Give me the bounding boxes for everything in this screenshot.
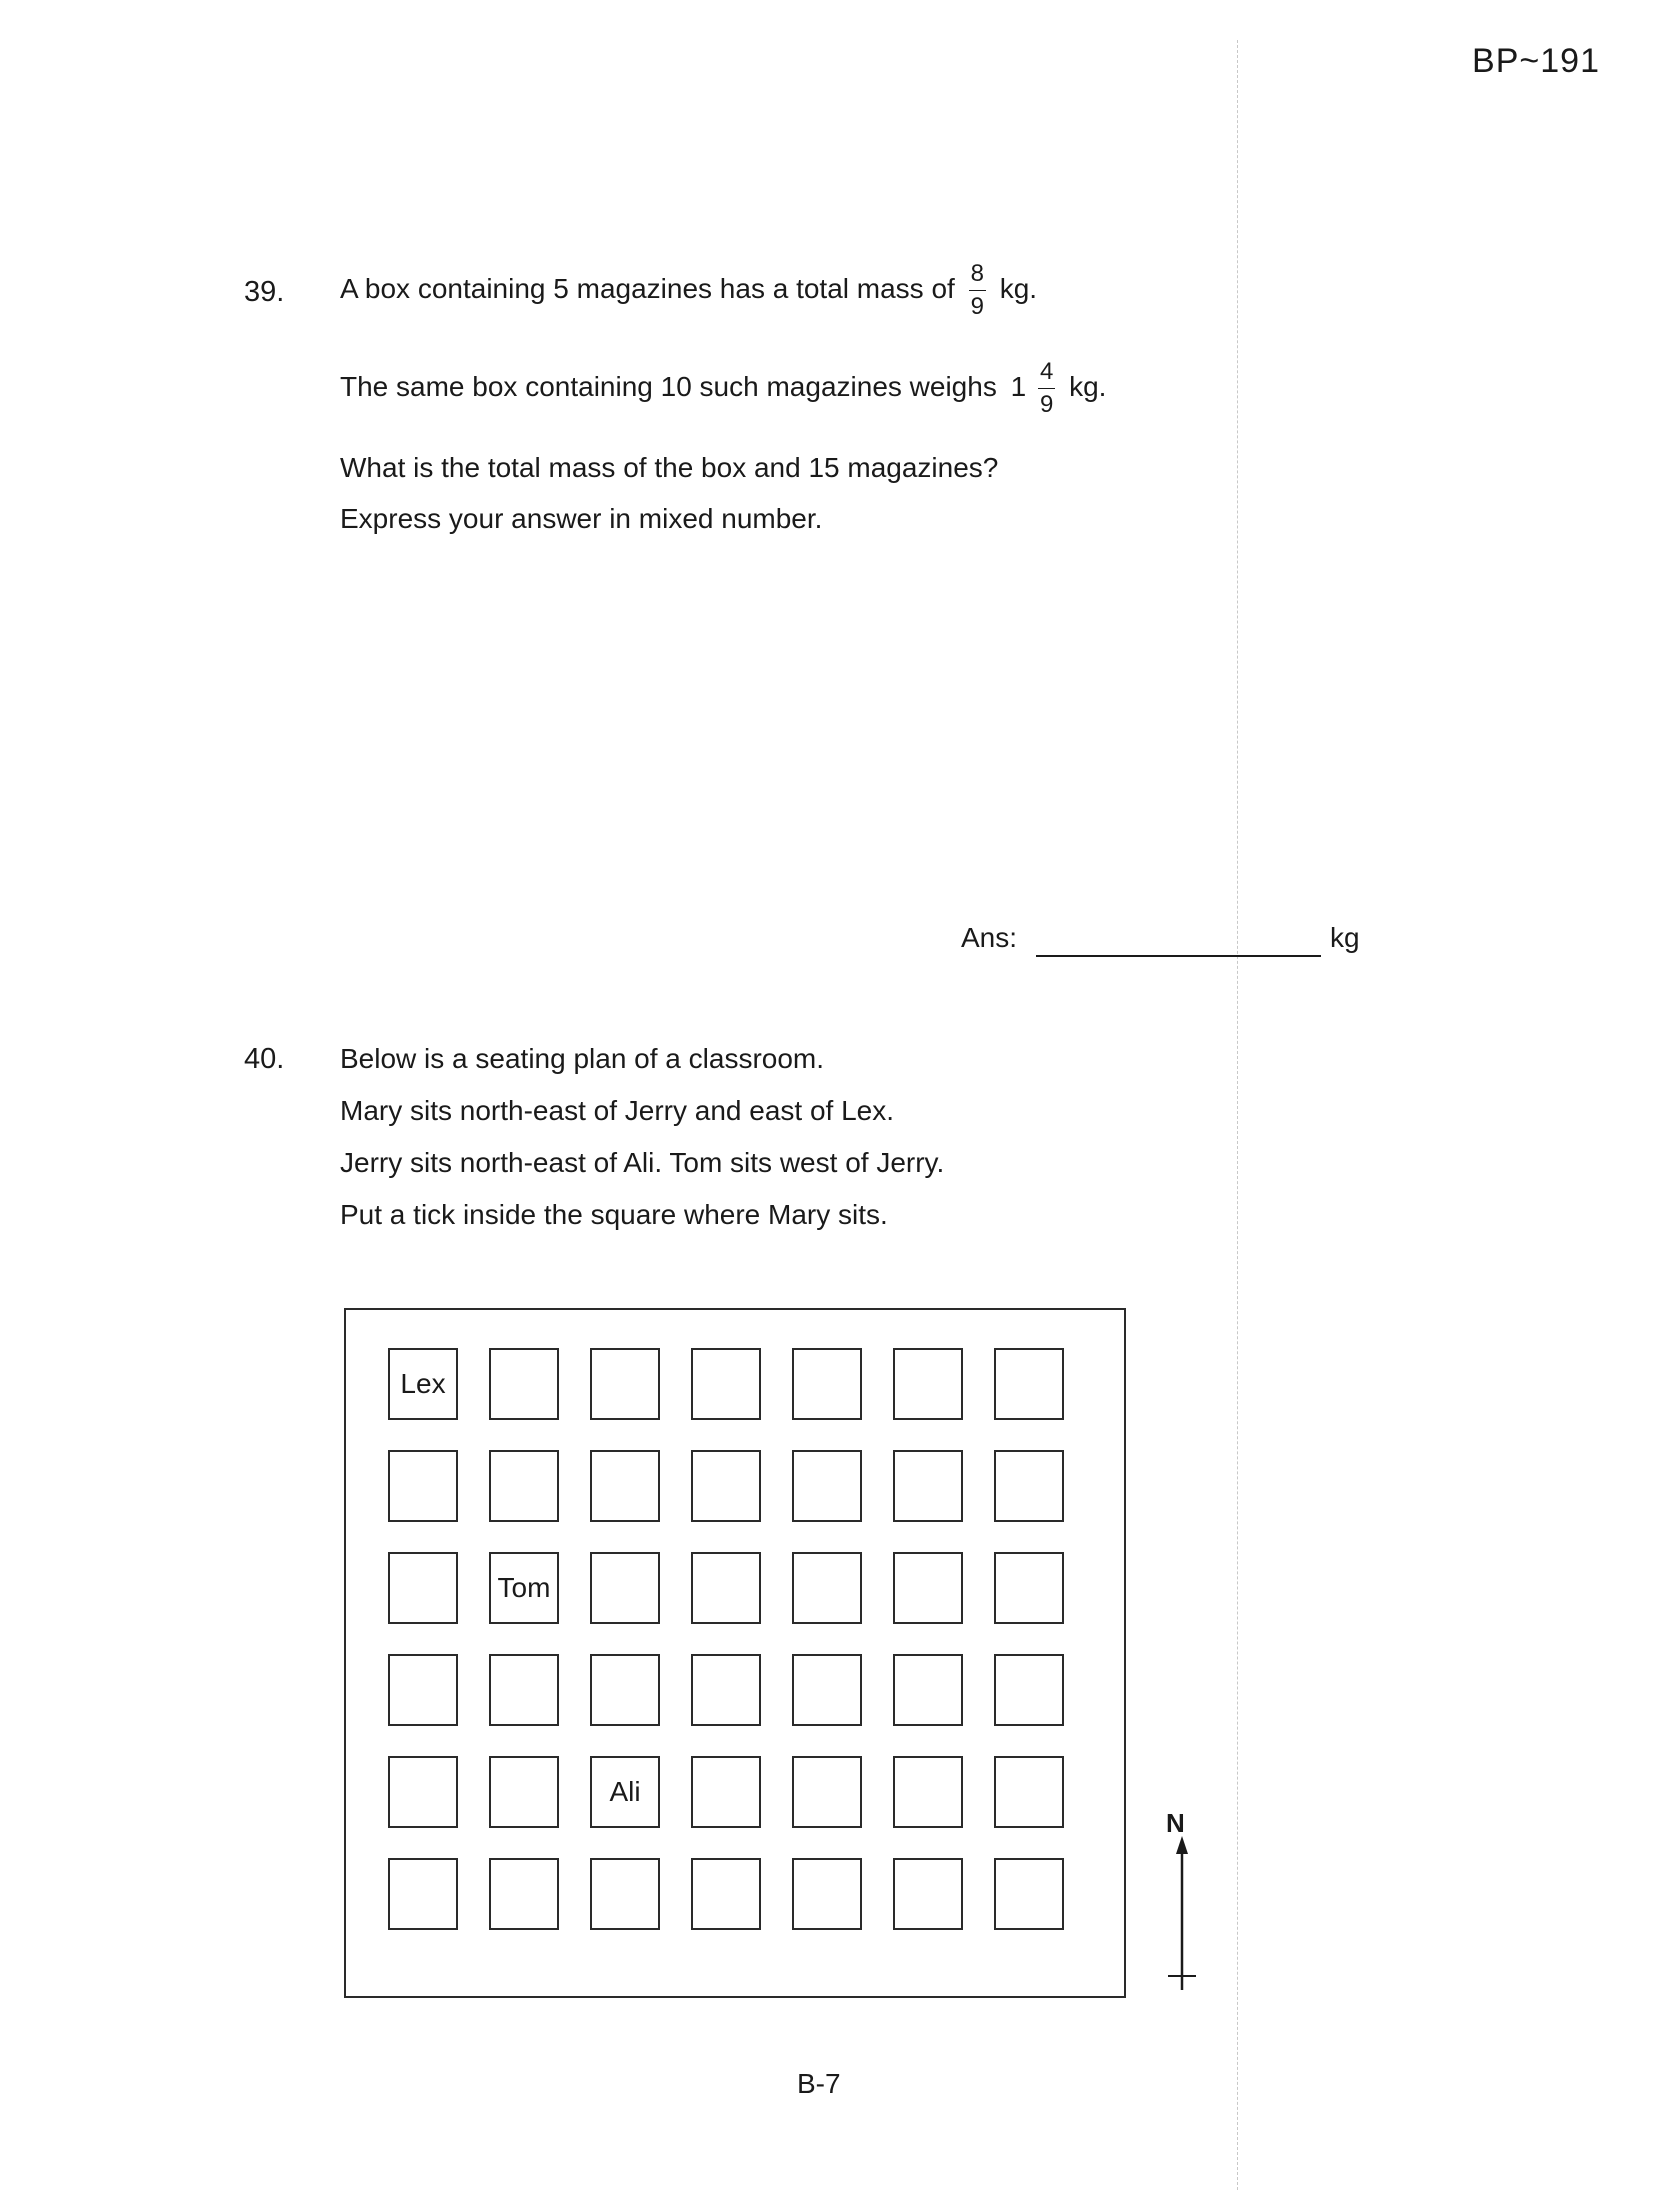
seat[interactable] — [388, 1858, 458, 1930]
paper-code: BP~191 — [1472, 42, 1600, 80]
question-40-line-4: Put a tick inside the square where Mary sits. — [340, 1199, 888, 1230]
answer-label: Ans: — [961, 922, 1018, 953]
seat[interactable] — [691, 1858, 761, 1930]
seat[interactable] — [590, 1348, 660, 1420]
seat-label: Lex — [400, 1368, 446, 1399]
seat[interactable] — [792, 1348, 862, 1420]
seat[interactable] — [691, 1756, 761, 1828]
seat[interactable] — [691, 1552, 761, 1624]
seat[interactable] — [691, 1654, 761, 1726]
question-39-line-2 — [340, 360, 1106, 417]
seat[interactable] — [590, 1450, 660, 1522]
seat[interactable] — [489, 1450, 559, 1522]
fraction-8-9 — [969, 262, 986, 319]
fraction-numerator: 4 — [1039, 358, 1054, 385]
question-39-line-1-text: A box containing 5 magazines has a total mass of — [340, 272, 955, 304]
question-40-line-2: Mary sits north-east of Jerry and east of Lex. — [340, 1095, 895, 1126]
answer-unit: kg — [1330, 922, 1360, 953]
seat-lex[interactable] — [388, 1348, 458, 1420]
seat[interactable] — [792, 1756, 862, 1828]
seat[interactable] — [893, 1756, 963, 1828]
seat[interactable] — [893, 1552, 963, 1624]
question-39-line-2-unit: kg. — [1069, 370, 1107, 402]
page-number: B-7 — [797, 2068, 841, 2099]
fraction-numerator: 8 — [970, 260, 984, 287]
seat[interactable] — [792, 1654, 862, 1726]
mixed-number-whole: 1 — [1010, 370, 1027, 402]
seat[interactable] — [691, 1450, 761, 1522]
seat[interactable] — [489, 1756, 559, 1828]
question-39-line-1 — [340, 262, 1037, 319]
seat[interactable] — [994, 1756, 1064, 1828]
seat[interactable] — [893, 1858, 963, 1930]
seat[interactable] — [590, 1552, 660, 1624]
question-39-line-3: What is the total mass of the box and 15 magazines? — [340, 452, 999, 483]
seat[interactable] — [893, 1348, 963, 1420]
seat-label: Ali — [609, 1776, 641, 1807]
seat[interactable] — [994, 1858, 1064, 1930]
seat[interactable] — [489, 1348, 559, 1420]
seating-plan — [344, 1308, 1126, 1998]
fraction-4-9 — [1038, 360, 1055, 417]
question-39-line-2-text: The same box containing 10 such magazines weighs — [340, 370, 997, 402]
seat[interactable] — [893, 1654, 963, 1726]
question-39-line-4: Express your answer in mixed number. — [340, 503, 823, 534]
seat[interactable] — [691, 1348, 761, 1420]
question-40-number: 40. — [244, 1043, 285, 1075]
seat[interactable] — [994, 1654, 1064, 1726]
seat[interactable] — [590, 1654, 660, 1726]
seat-label: Tom — [497, 1572, 551, 1603]
seat[interactable] — [388, 1756, 458, 1828]
seat[interactable] — [489, 1858, 559, 1930]
question-40-line-1: Below is a seating plan of a classroom. — [340, 1043, 825, 1074]
fraction-denominator: 9 — [1038, 388, 1055, 417]
question-40-line-3: Jerry sits north-east of Ali. Tom sits west of Jerry. — [340, 1147, 945, 1178]
seat[interactable] — [792, 1450, 862, 1522]
seat[interactable] — [893, 1450, 963, 1522]
seat[interactable] — [994, 1552, 1064, 1624]
seat[interactable] — [792, 1858, 862, 1930]
seat[interactable] — [994, 1348, 1064, 1420]
seat[interactable] — [994, 1450, 1064, 1522]
seat[interactable] — [792, 1552, 862, 1624]
fraction-denominator: 9 — [969, 290, 986, 319]
answer-blank[interactable] — [1036, 955, 1321, 957]
seat-tom[interactable] — [489, 1552, 559, 1624]
question-39-number: 39. — [244, 276, 285, 308]
seat-ali[interactable] — [590, 1756, 660, 1828]
seat[interactable] — [489, 1654, 559, 1726]
compass-north-label: N — [1166, 1808, 1185, 1838]
question-39-line-1-unit: kg. — [999, 272, 1038, 304]
seat[interactable] — [590, 1858, 660, 1930]
seat[interactable] — [388, 1654, 458, 1726]
margin-rule — [1237, 40, 1238, 2190]
seat[interactable] — [388, 1552, 458, 1624]
north-compass — [1162, 1808, 1202, 2008]
seat[interactable] — [388, 1450, 458, 1522]
